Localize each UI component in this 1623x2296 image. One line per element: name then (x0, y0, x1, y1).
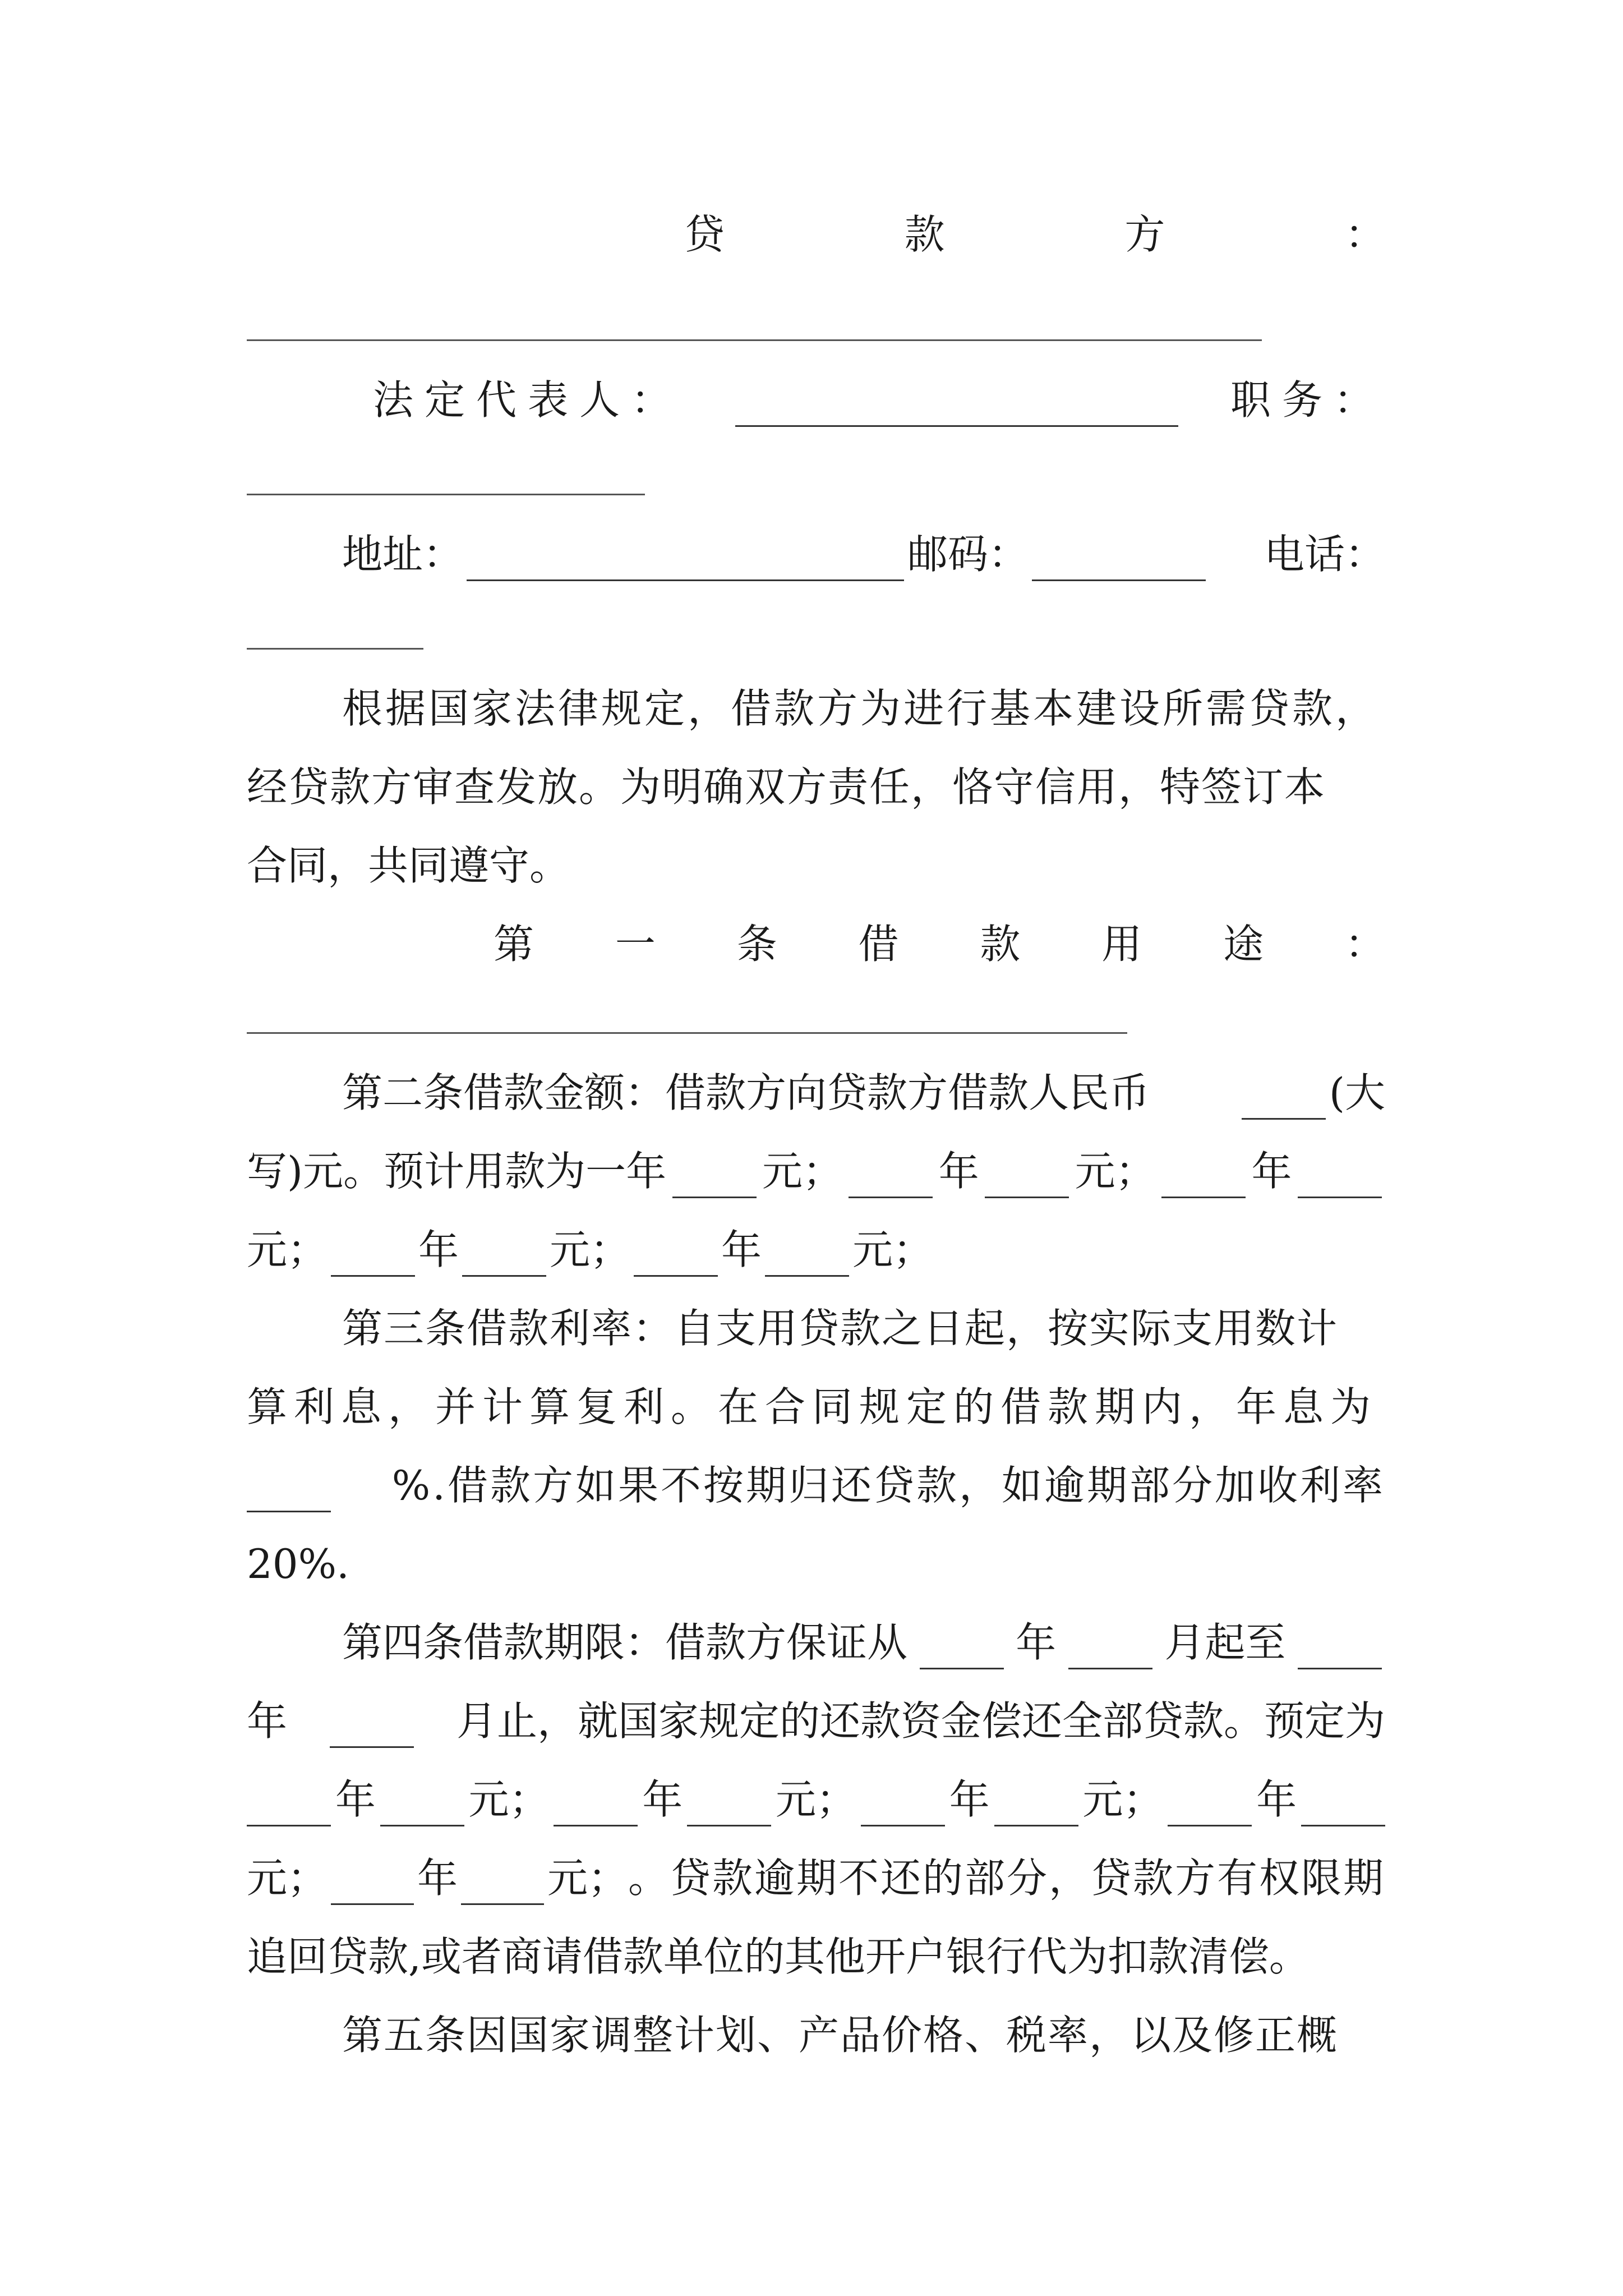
start-year-blank (920, 1628, 1004, 1669)
article2-text: 年 (1251, 1148, 1292, 1195)
amount-blank (1301, 1786, 1385, 1826)
end-year-blank (1298, 1628, 1382, 1669)
article1-title (494, 917, 1385, 971)
article4-text: 年 (642, 1776, 683, 1823)
year-blank (1161, 1157, 1246, 1198)
article5-line (342, 2008, 1385, 2062)
article2-text: 元； (247, 1226, 328, 1273)
lender-label (684, 208, 1385, 261)
article2-line (247, 1223, 1385, 1277)
article2-text: 年 (938, 1148, 979, 1195)
amount-blank (765, 1236, 849, 1277)
article1-char: 借 (858, 921, 899, 968)
article4-text: 元； (547, 1855, 628, 1902)
article4-text: 年 (1016, 1619, 1057, 1666)
article1-char: 款 (980, 921, 1021, 968)
article4-text: 年 (949, 1776, 990, 1823)
amount-blank (985, 1157, 1069, 1198)
article4-text: 元； (247, 1855, 328, 1902)
article2-text: 写)元。预计用款为一年 (247, 1148, 667, 1195)
interest-rate-blank (247, 1471, 331, 1512)
article4-line (247, 1851, 1385, 1905)
representative-blank (735, 386, 1178, 427)
article4-line (342, 1616, 1385, 1669)
article1-char: 途 (1223, 921, 1264, 968)
article3-text: %.借款方如果不按期归还贷款，如逾期部分加收利率 (391, 1462, 1385, 1509)
lender-char: ： (1344, 211, 1385, 258)
address-blank (467, 540, 904, 581)
article2-line (247, 1144, 1385, 1198)
article2-text: 元； (852, 1226, 934, 1273)
lender-char: 款 (904, 211, 945, 258)
year-blank (554, 1786, 638, 1826)
article3-text: 20%. (247, 1540, 349, 1588)
article1-char: 一 (615, 921, 656, 968)
article4-text: 。贷款逾期不还的部分，贷款方有权限期 (628, 1855, 1385, 1902)
article4-line (247, 1930, 1385, 1984)
article4-text: 第四条借款期限：借款方保证从 (342, 1619, 908, 1666)
article2-text: (大 (1329, 1069, 1385, 1116)
article4-line (247, 1773, 1385, 1826)
article2-text: 年 (721, 1226, 762, 1273)
article4-text: 月止，就国家规定的还款资金偿还全部贷款。预定为 (456, 1697, 1385, 1745)
article2-text: 元； (1075, 1148, 1156, 1195)
article2-line (342, 1066, 1385, 1120)
intro-line (247, 839, 1385, 892)
phone-label: 电话： (1264, 531, 1385, 578)
article4-text: 月起至 (1164, 1619, 1286, 1666)
address-label: 地址： (342, 531, 464, 578)
position-blank (247, 494, 645, 495)
intro-text: 合同，共同遵守。 (247, 842, 570, 889)
amount-blank (461, 1864, 544, 1905)
article2-text: 第二条借款金额：借款方向贷款方借款人民币 (342, 1069, 1150, 1116)
postcode-label: 邮码： (907, 531, 1029, 578)
lender-char: 贷 (684, 211, 725, 258)
article4-text: 元； (775, 1776, 856, 1823)
intro-text: 根据国家法律规定，借款方为进行基本建设所需贷款， (342, 685, 1379, 732)
year-blank (331, 1236, 415, 1277)
intro-line (247, 760, 1385, 814)
year-blank (849, 1157, 933, 1198)
article4-text: 年 (247, 1697, 288, 1745)
phone-blank (247, 648, 423, 650)
year-blank (672, 1157, 757, 1198)
article5-text: 第五条因国家调整计划、产品价格、税率，以及修正概 (342, 2012, 1339, 2059)
article4-text: 元； (1082, 1776, 1164, 1823)
amount-blank (1242, 1079, 1326, 1120)
article4-line (247, 1694, 1385, 1748)
representative-label: 法定代表人： (373, 376, 683, 424)
address-line (342, 527, 1385, 581)
year-blank (247, 1786, 331, 1826)
end-month-blank (330, 1707, 414, 1748)
article2-text: 年 (418, 1226, 459, 1273)
article1-char: 用 (1101, 921, 1142, 968)
intro-line (342, 682, 1385, 735)
article3-text: 第三条借款利率：自支用贷款之日起，按实际支用数计 (342, 1305, 1339, 1352)
year-blank (1168, 1786, 1252, 1826)
amount-blank (687, 1786, 771, 1826)
year-blank (634, 1236, 718, 1277)
article1-char: ： (1344, 921, 1385, 968)
representative-line (373, 373, 1385, 427)
lender-char: 方 (1124, 211, 1165, 258)
intro-text: 经贷款方审查发放。为明确双方责任，恪守信用，特签订本 (247, 763, 1326, 811)
article2-text: 元； (550, 1226, 631, 1273)
postcode-blank (1032, 540, 1206, 581)
article1-char: 条 (736, 921, 777, 968)
amount-blank (380, 1786, 464, 1826)
amount-blank (462, 1236, 546, 1277)
article4-text: 元； (468, 1776, 550, 1823)
position-label: 职务： (1230, 376, 1385, 424)
article3-line (247, 1380, 1385, 1434)
amount-blank (1298, 1157, 1382, 1198)
article3-line (342, 1301, 1385, 1355)
article1-blank (247, 1032, 1127, 1034)
article1-char: 第 (494, 921, 534, 968)
article4-text: 追回贷款,或者商请借款单位的其他开户银行代为扣款清偿。 (247, 1933, 1310, 1980)
article4-text: 年 (1256, 1776, 1297, 1823)
start-month-blank (1068, 1628, 1152, 1669)
article3-text: 算利息，并计算复利。在合同规定的借款期内，年息为 (247, 1383, 1378, 1430)
lender-blank (247, 339, 1262, 341)
year-blank (331, 1864, 414, 1905)
year-blank (861, 1786, 945, 1826)
article2-text: 元； (762, 1148, 843, 1195)
article4-text: 年 (335, 1776, 376, 1823)
article3-line (247, 1458, 1385, 1512)
article3-line (247, 1537, 1385, 1591)
article4-text: 年 (417, 1855, 458, 1902)
amount-blank (994, 1786, 1078, 1826)
